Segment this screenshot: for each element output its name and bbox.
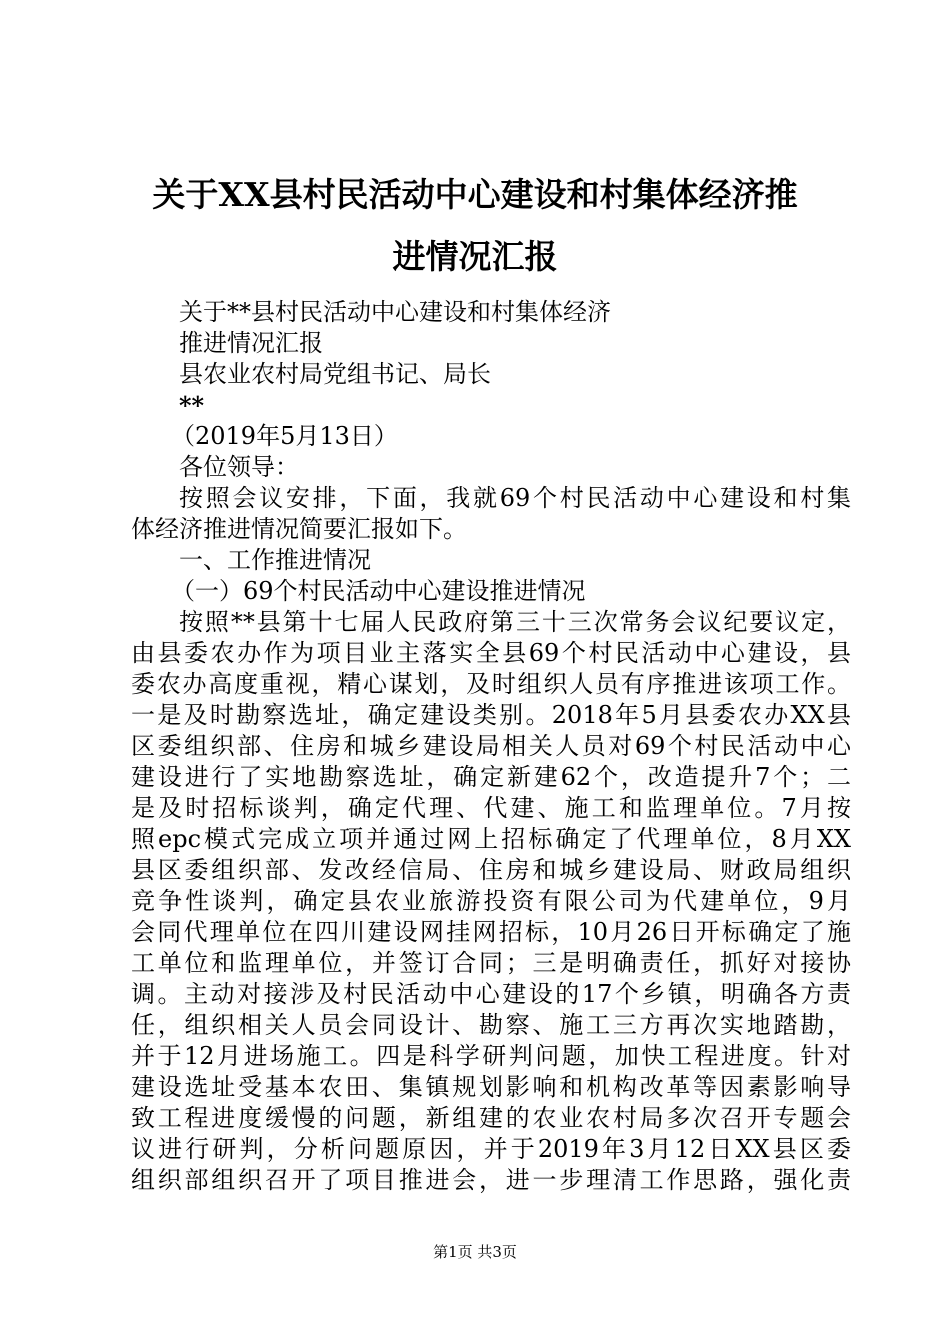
title-line-2: 进情况汇报	[392, 237, 558, 276]
paragraph-line: 是及时招标谈判，确定代理、代建、施工和监理单位。7月按	[131, 794, 851, 822]
paragraph-line: 一是及时勘察选址，确定建设类别。2018年5月县委农办XX县	[131, 701, 851, 729]
title-line-1: 关于XX县村民活动中心建设和村集体经济推	[152, 175, 798, 214]
paragraph-line: 由县委农办作为项目业主落实全县69个村民活动中心建设，县	[131, 639, 851, 667]
paragraph-line: 致工程进度缓慢的问题，新组建的农业农村局多次召开专题会	[131, 1104, 851, 1132]
heading-line: 关于**县村民活动中心建设和村集体经济	[179, 298, 611, 326]
paragraph-line: 工单位和监理单位，并签订合同；三是明确责任，抓好对接协	[131, 949, 851, 977]
salutation: 各位领导：	[179, 453, 299, 481]
date-line: （2019年5月13日）	[171, 422, 398, 450]
paragraph-line: 会同代理单位在四川建设网挂网招标，10月26日开标确定了施	[131, 918, 851, 946]
paragraph-line: 任，组织相关人员会同设计、勘察、施工三方再次实地踏勘，	[131, 1011, 851, 1039]
paragraph-line: 区委组织部、住房和城乡建设局相关人员对69个村民活动中心	[131, 732, 851, 760]
document-title	[0, 175, 950, 276]
paragraph-line: 建设进行了实地勘察选址，确定新建62个，改造提升7个；二	[131, 763, 851, 791]
paragraph-line: 建设选址受基本农田、集镇规划影响和机构改革等因素影响导	[131, 1073, 851, 1101]
paragraph-line: 调。主动对接涉及村民活动中心建设的17个乡镇，明确各方责	[131, 980, 851, 1008]
paragraph-line: 委农办高度重视，精心谋划，及时组织人员有序推进该项工作。	[131, 670, 851, 698]
intro-line: 体经济推进情况简要汇报如下。	[131, 515, 467, 543]
page-footer: 第1页 共3页	[433, 1243, 517, 1261]
paragraph-line: 按照**县第十七届人民政府第三十三次常务会议纪要议定，	[179, 608, 851, 636]
subsection-heading: （一）69个村民活动中心建设推进情况	[171, 577, 586, 605]
paragraph-line: 竞争性谈判，确定县农业旅游投资有限公司为代建单位，9月	[131, 887, 851, 915]
paragraph-line: 组织部组织召开了项目推进会，进一步理清工作思路，强化责	[131, 1166, 851, 1194]
section-heading: 一、工作推进情况	[179, 546, 371, 574]
document-body	[131, 297, 851, 1196]
intro-line: 按照会议安排，下面，我就69个村民活动中心建设和村集	[179, 484, 851, 512]
author-name: **	[179, 391, 205, 420]
heading-line: 推进情况汇报	[179, 329, 323, 357]
paragraph-line: 并于12月进场施工。四是科学研判问题，加快工程进度。针对	[131, 1042, 851, 1070]
paragraph-line: 县区委组织部、发改经信局、住房和城乡建设局、财政局组织	[131, 856, 851, 884]
author-line: 县农业农村局党组书记、局长	[179, 360, 491, 388]
paragraph-line: 议进行研判，分析问题原因，并于2019年3月12日XX县区委	[131, 1135, 851, 1163]
paragraph-line: 照epc模式完成立项并通过网上招标确定了代理单位，8月XX	[131, 825, 851, 853]
